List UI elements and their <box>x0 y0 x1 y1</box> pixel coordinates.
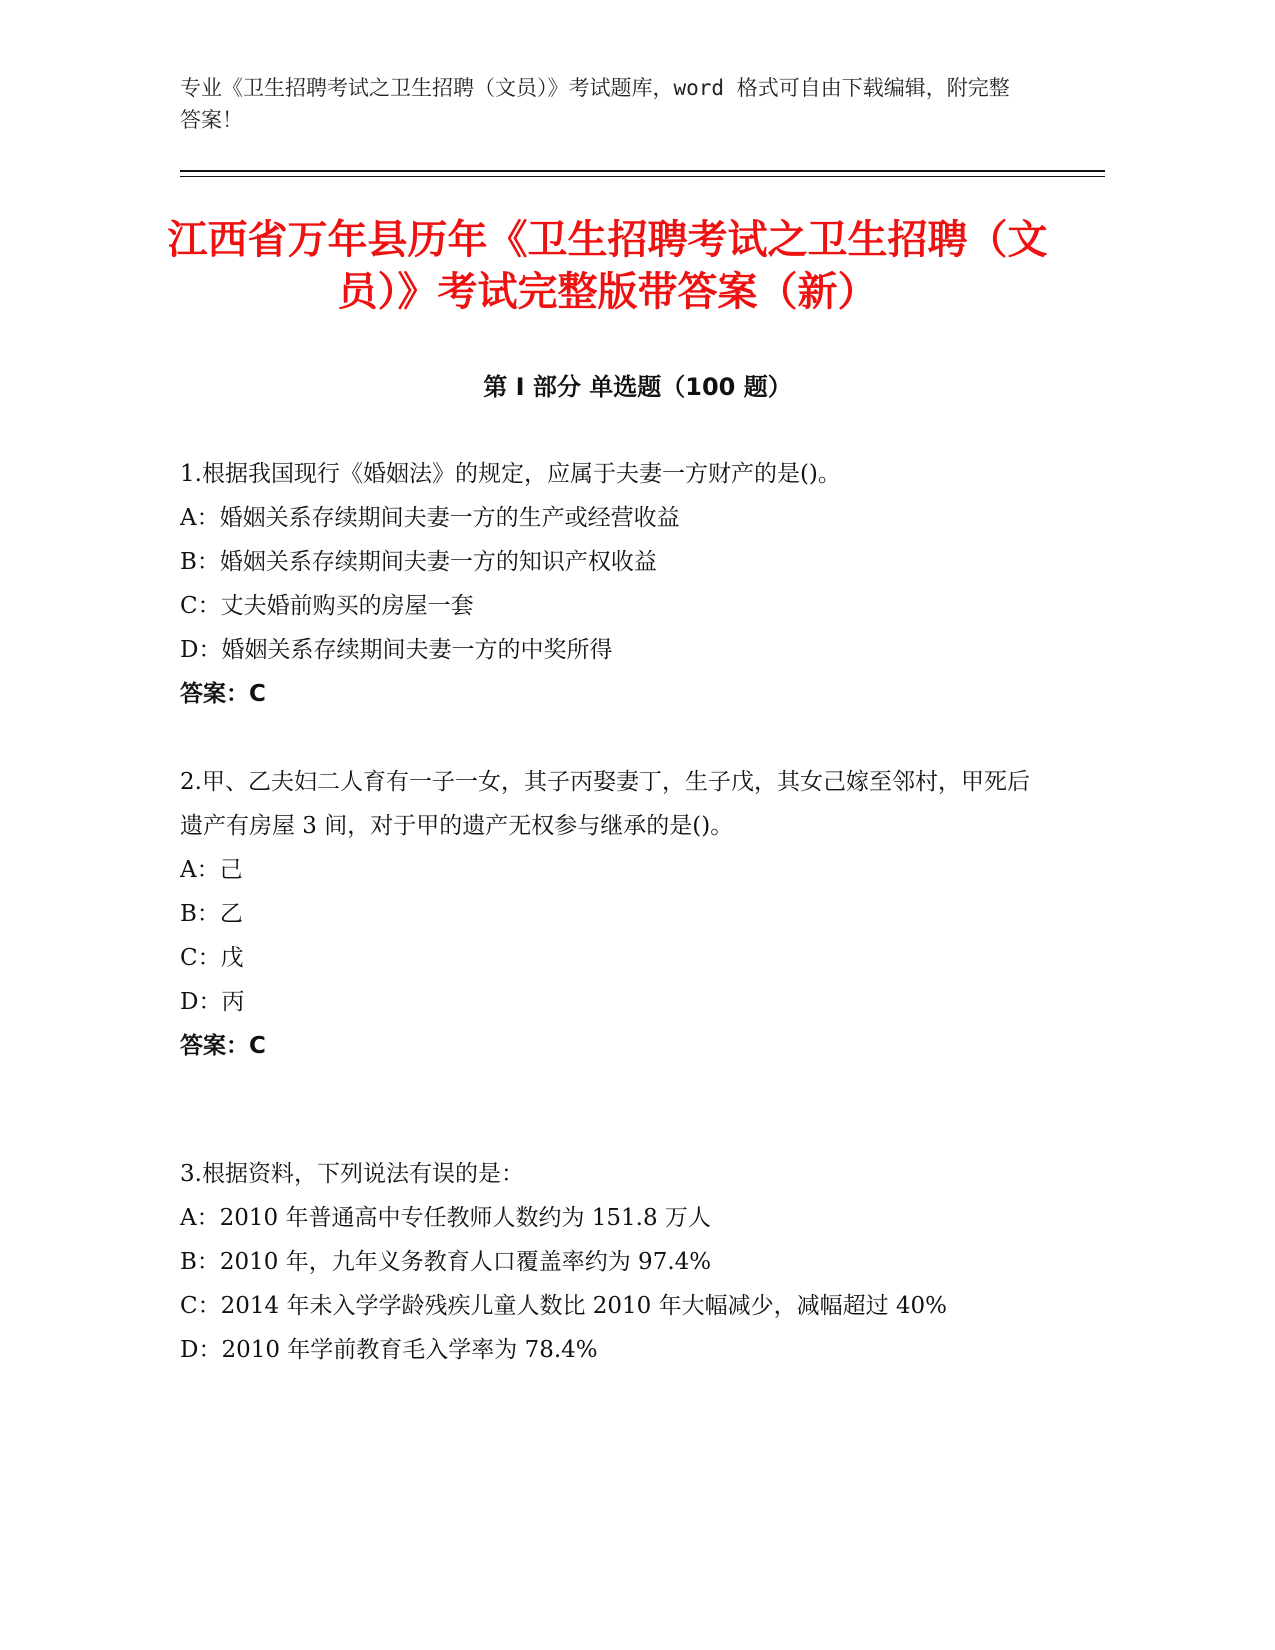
question-stem: 3.根据资料，下列说法有误的是： <box>180 1161 524 1187</box>
option-d: D：2010 年学前教育毛入学率为 78.4% <box>180 1337 598 1363</box>
question-1 <box>180 452 1030 716</box>
question-stem: 1.根据我国现行《婚姻法》的规定，应属于夫妻一方财产的是()。 <box>180 461 841 487</box>
option-b: B：乙 <box>180 901 243 927</box>
option-d: D：丙 <box>180 989 245 1015</box>
question-3 <box>180 1152 1030 1372</box>
option-c: C：2014 年未入学学龄残疾儿童人数比 2010 年大幅减少，减幅超过 40% <box>180 1293 948 1319</box>
option-b: B：2010 年，九年义务教育人口覆盖率约为 97.4% <box>180 1249 712 1275</box>
question-stem: 2.甲、乙夫妇二人育有一子一女，其子丙娶妻丁，生子戊，其女己嫁至邻村，甲死后遗产有房屋 3 间，对于甲的遗产无权参与继承的是()。 <box>180 769 1030 839</box>
answer-line: 答案：C <box>180 1033 266 1059</box>
option-a: A：2010 年普通高中专任教师人数约为 151.8 万人 <box>180 1205 711 1231</box>
question-2 <box>180 760 1030 1068</box>
option-a: A：婚姻关系存续期间夫妻一方的生产或经营收益 <box>180 505 680 531</box>
header-divider-thin <box>180 176 1105 177</box>
answer-line: 答案：C <box>180 681 266 707</box>
option-c: C：丈夫婚前购买的房屋一套 <box>180 593 474 619</box>
option-c: C：戊 <box>180 945 244 971</box>
header-note: 专业《卫生招聘考试之卫生招聘（文员）》考试题库，word 格式可自由下载编辑，附完整答案！ <box>180 76 1010 132</box>
document-title: 江西省万年县历年《卫生招聘考试之卫生招聘（文员）》考试完整版带答案（新） <box>167 217 1048 315</box>
section-heading: 第 I 部分 单选题（100 题） <box>483 373 792 401</box>
option-d: D：婚姻关系存续期间夫妻一方的中奖所得 <box>180 637 613 663</box>
option-a: A：己 <box>180 857 243 883</box>
option-b: B：婚姻关系存续期间夫妻一方的知识产权收益 <box>180 549 657 575</box>
header-divider-thick <box>180 170 1105 172</box>
